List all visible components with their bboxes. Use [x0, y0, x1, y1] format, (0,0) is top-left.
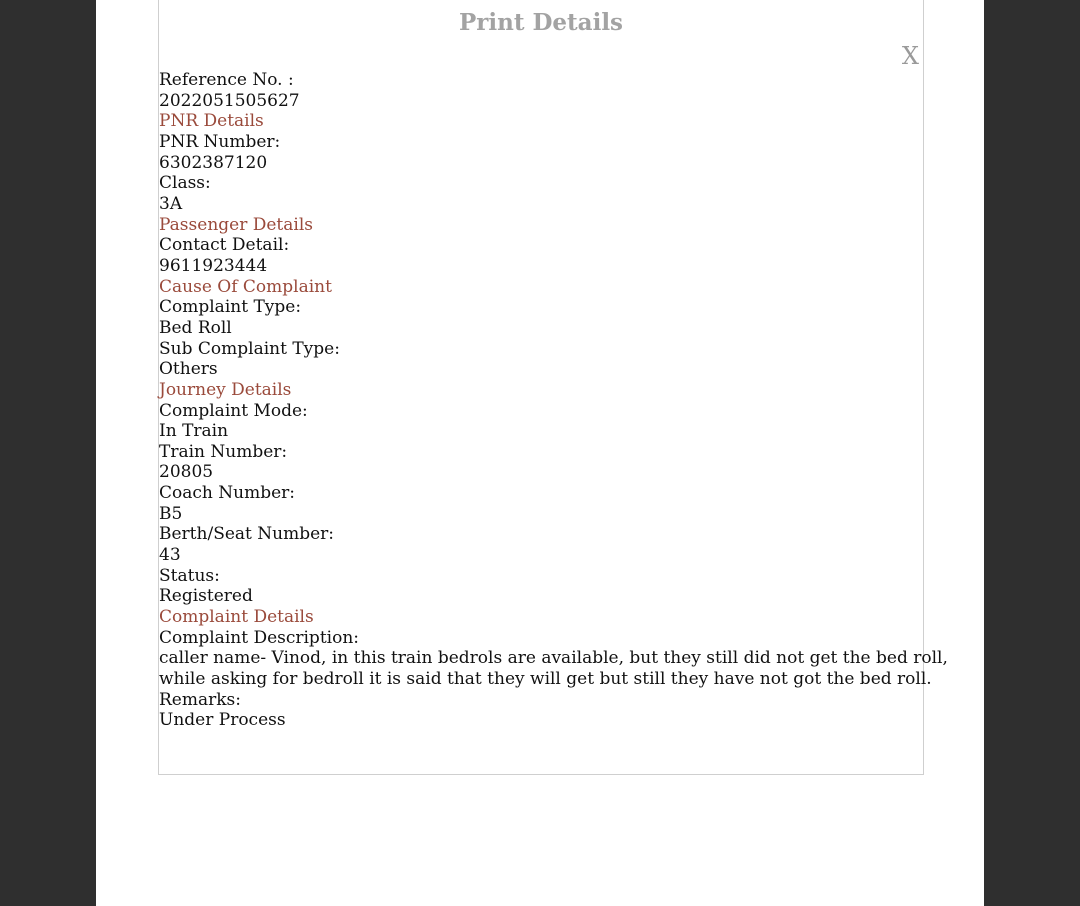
class-label: Class: — [159, 173, 211, 194]
berth-seat-value: 43 — [159, 545, 181, 566]
train-number-label: Train Number: — [159, 441, 288, 462]
coach-number-label: Coach Number: — [159, 483, 295, 504]
complaint-mode-label: Complaint Mode: — [159, 400, 308, 421]
cause-of-complaint-heading: Cause Of Complaint — [159, 276, 332, 297]
pnr-number-value: 6302387120 — [159, 152, 268, 173]
dialog-title: Print Details — [458, 9, 624, 36]
coach-number-value: B5 — [159, 503, 183, 524]
document-page — [96, 0, 984, 906]
contact-value: 9611923444 — [159, 255, 268, 276]
pnr-details-heading: PNR Details — [159, 111, 264, 132]
train-number-value: 20805 — [159, 462, 214, 483]
complaint-details-heading: Complaint Details — [159, 607, 314, 628]
details-content — [159, 70, 948, 731]
status-value: Registered — [159, 586, 253, 607]
journey-details-heading: Journey Details — [159, 379, 292, 400]
complaint-mode-value: In Train — [159, 421, 229, 442]
complaint-description-line-1: caller name- Vinod, in this train bedrols are available, but they still did not get the bed roll, — [159, 648, 948, 669]
remarks-label: Remarks: — [159, 689, 241, 710]
complaint-type-label: Complaint Type: — [159, 297, 302, 318]
sub-complaint-type-value: Others — [159, 359, 218, 380]
berth-seat-label: Berth/Seat Number: — [159, 524, 335, 545]
class-value: 3A — [159, 193, 183, 214]
complaint-description-label: Complaint Description: — [159, 627, 359, 648]
pnr-number-label: PNR Number: — [159, 131, 281, 152]
print-details-dialog — [158, 0, 948, 775]
status-label: Status: — [159, 565, 220, 586]
passenger-details-heading: Passenger Details — [159, 214, 313, 235]
reference-label: Reference No. : — [159, 70, 294, 90]
contact-label: Contact Detail: — [159, 235, 290, 256]
reference-value: 2022051505627 — [159, 90, 300, 111]
close-button[interactable]: X — [901, 42, 919, 70]
remarks-value: Under Process — [159, 710, 286, 731]
complaint-type-value: Bed Roll — [159, 317, 232, 338]
complaint-description-line-2: while asking for bedroll it is said that they will get but still they have not got the bed roll. — [159, 669, 932, 690]
sub-complaint-type-label: Sub Complaint Type: — [159, 338, 340, 359]
